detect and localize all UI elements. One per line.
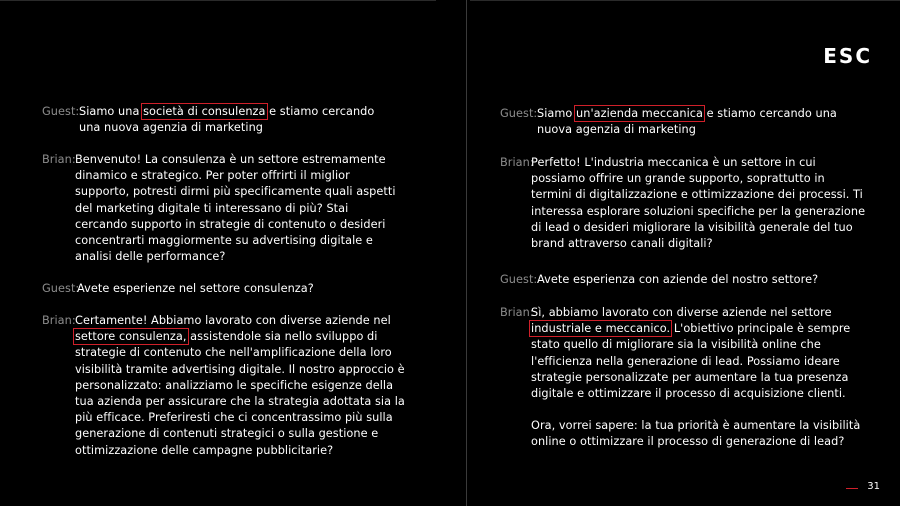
message-text: Avete esperienze nel settore consulenza?	[77, 282, 314, 295]
speaker-label: Guest:	[500, 273, 538, 286]
esc-logo: ESC	[823, 44, 872, 68]
message-text	[79, 104, 399, 136]
page-number: 31	[867, 481, 880, 492]
text-part: Ora, vorrei sapere: la tua priorità è aumentare la visibilità online o ottimizzare il processo di generazione di lead?	[531, 419, 861, 449]
speaker-label: Brian:	[500, 306, 534, 319]
highlight-box: un'azienda meccanica	[576, 107, 703, 120]
speaker-label: Guest:	[42, 282, 80, 295]
highlight-box: società di consulenza	[143, 105, 266, 118]
text-part: assistendole sia nello sviluppo di strategie di contenuto che nell'amplificazione della loro visibilità tramite advertising digitale. Il nostro approccio è personalizzato: analizziamo le specifiche esigenze della tua azienda per assicurare che la strategia adottata sia la più efficace. Preferiresti che ci concentrassimo più sulla generazione di contenuti strategici o sulla gestione e ottimizzazione delle campagne pubblicitarie?	[75, 330, 405, 457]
speaker-label: Brian:	[42, 153, 76, 166]
text-part: e stiamo cercando una nuova agenzia di marketing	[79, 105, 375, 135]
speaker-label: Brian:	[42, 314, 76, 327]
text-part: Certamente! Abbiamo lavorato con diverse aziende nel	[75, 314, 391, 327]
speaker-label: Brian:	[500, 156, 534, 169]
highlight-box: settore consulenza,	[75, 330, 187, 344]
page-number-accent	[846, 488, 858, 489]
text-part: Siamo una	[79, 105, 144, 118]
message-text: Benvenuto! La consulenza è un settore estremamente dinamico e strategico. Per poter offrirti il miglior supporto, potresti dirmi più specificamente quali aspetti del marketing digitale ti interessano di più? Stai cercando supporto in strategie di contenuto o desideri concentrarti maggiormente su advertising digitale e analisi delle performance?	[75, 153, 396, 264]
highlight-box: industriale e meccanico.	[531, 322, 671, 336]
text-part: Sì, abbiamo lavorato con diverse aziende nel settore	[531, 306, 832, 319]
right-page	[466, 0, 900, 506]
text-part: L'obiettivo principale è sempre stato quello di migliorare sia la visibilità online che l'efficienza nella generazione di lead. Possiamo ideare strategie personalizzate per aumentare la tua presenza digitale e ottimizzare il processo di acquisizione clienti.	[531, 322, 851, 401]
message-text	[537, 106, 857, 138]
text-part: Siamo	[537, 107, 577, 120]
message-text	[531, 305, 867, 451]
message-text	[75, 313, 405, 459]
text-part: e stiamo cercando una nuova agenzia di marketing	[537, 107, 837, 137]
speaker-label: Guest:	[500, 107, 538, 120]
message-text: Perfetto! L'industria meccanica è un settore in cui possiamo offrire un grande supporto, soprattutto in termini di digitalizzazione e ottimizzazione dei processi. Ti interessa esplorare soluzioni specifiche per la generazione di lead o desideri migliorare la visibilità generale del tuo brand attraverso canali digitali?	[531, 156, 866, 251]
message-text: Avete esperienza con aziende del nostro settore?	[537, 273, 819, 286]
speaker-label: Guest:	[42, 105, 80, 118]
